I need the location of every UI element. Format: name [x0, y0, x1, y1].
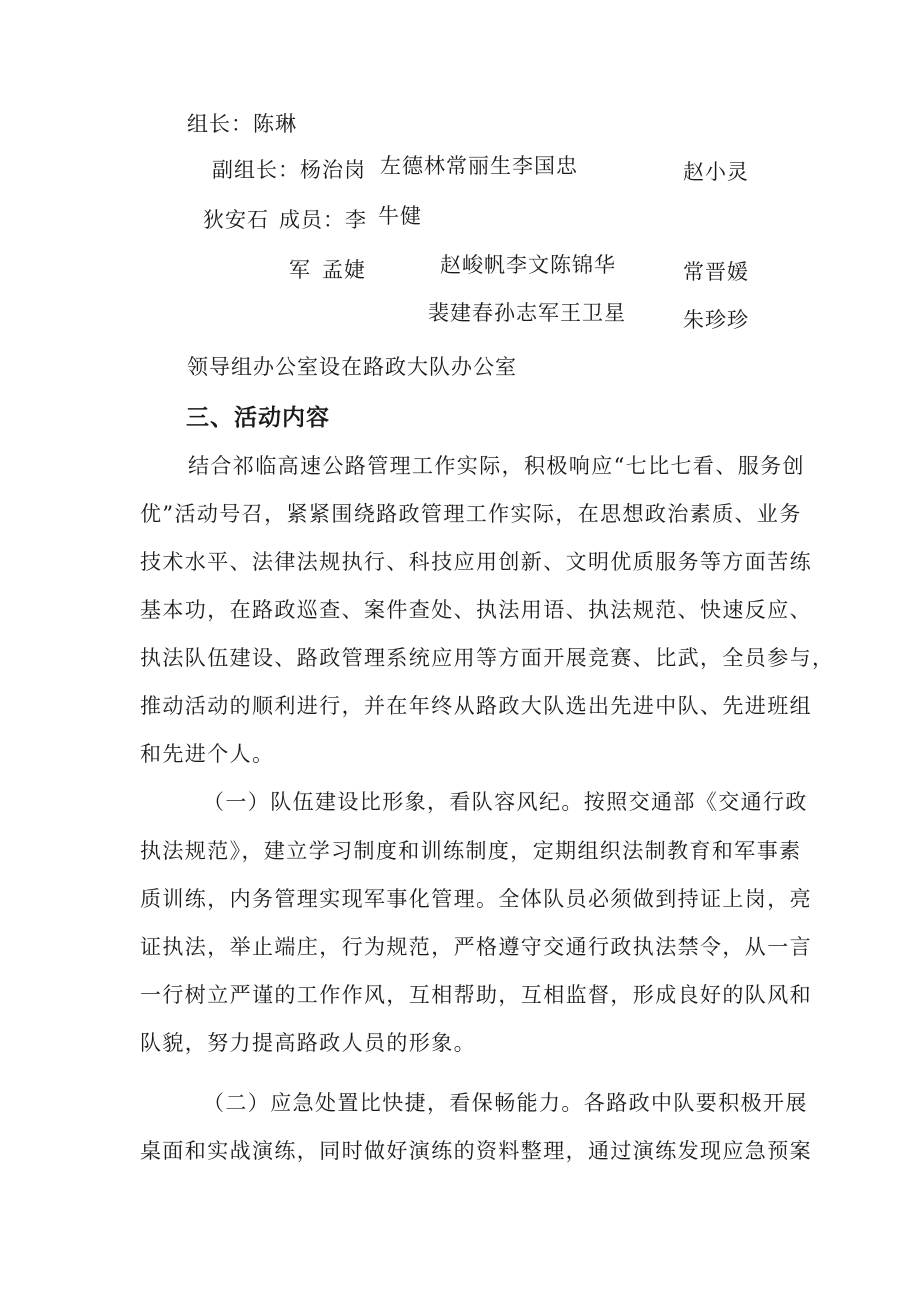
member-name-niu: 牛健	[378, 204, 422, 228]
member-name-meng: 孟婕	[322, 258, 366, 282]
section-heading: 三、活动内容	[186, 405, 330, 431]
member-names-row5: 裴建春孙志军王卫星	[428, 301, 626, 325]
paragraph-line: 证执法，举止端庄，行为规范，严格遵守交通行政执法禁令，从一言	[140, 935, 812, 959]
member-name-chang: 常晋媛	[683, 260, 749, 284]
paragraph-line: 质训练，内务管理实现军事化管理。全体队员必须做到持证上岗，亮	[140, 887, 812, 911]
paragraph-line: 基本功，在路政巡查、案件查处、执法用语、执法规范、快速反应、	[140, 598, 812, 622]
paragraph-line: （一）队伍建设比形象，看队容风纪。按照交通部《交通行政	[203, 790, 808, 814]
paragraph-line: 优”活动号召，紧紧围绕路政管理工作实际，在思想政治素质、业务	[140, 502, 802, 526]
paragraph-line: 推动活动的顺利进行，并在年终从路政大队选出先进中队、先进班组	[140, 694, 812, 718]
paragraph-line: 执法队伍建设、路政管理系统应用等方面开展竞赛、比武，全员参与，	[140, 646, 835, 670]
office-location: 领导组办公室设在路政大队办公室	[187, 355, 517, 379]
deputy-leader-names: 左德林常丽生李国忠	[380, 154, 578, 178]
paragraph-line: 技术水平、法律法规执行、科技应用创新、文明优质服务等方面苦练	[140, 550, 812, 574]
deputy-leader-label: 副组长：杨治岗	[212, 158, 366, 182]
paragraph-line: （二）应急处置比快捷，看保畅能力。各路政中队要积极开展	[203, 1091, 808, 1115]
group-leader: 组长：陈琳	[187, 112, 297, 136]
deputy-leader-right: 赵小灵	[683, 160, 749, 184]
paragraph-line: 结合祁临高速公路管理工作实际，积极响应“七比七看、服务创	[188, 454, 805, 478]
paragraph-line: 桌面和实战演练，同时做好演练的资料整理，通过演练发现应急预案	[140, 1139, 812, 1163]
member-name-zhu: 朱珍珍	[683, 308, 749, 332]
members-label: 成员：李	[279, 208, 367, 232]
paragraph-line: 一行树立严谨的工作作风，互相帮助，互相监督，形成良好的队风和	[140, 983, 812, 1007]
member-names-row4: 赵峻帆李文陈锦华	[440, 253, 616, 277]
paragraph-line: 和先进个人。	[140, 742, 275, 766]
member-name-jun: 军	[289, 258, 311, 282]
paragraph-line: 队貌，努力提高路政人员的形象。	[140, 1031, 476, 1055]
member-name-di: 狄安石	[203, 208, 269, 232]
paragraph-line: 执法规范》，建立学习制度和训练制度，定期组织法制教育和军事素	[140, 839, 802, 863]
